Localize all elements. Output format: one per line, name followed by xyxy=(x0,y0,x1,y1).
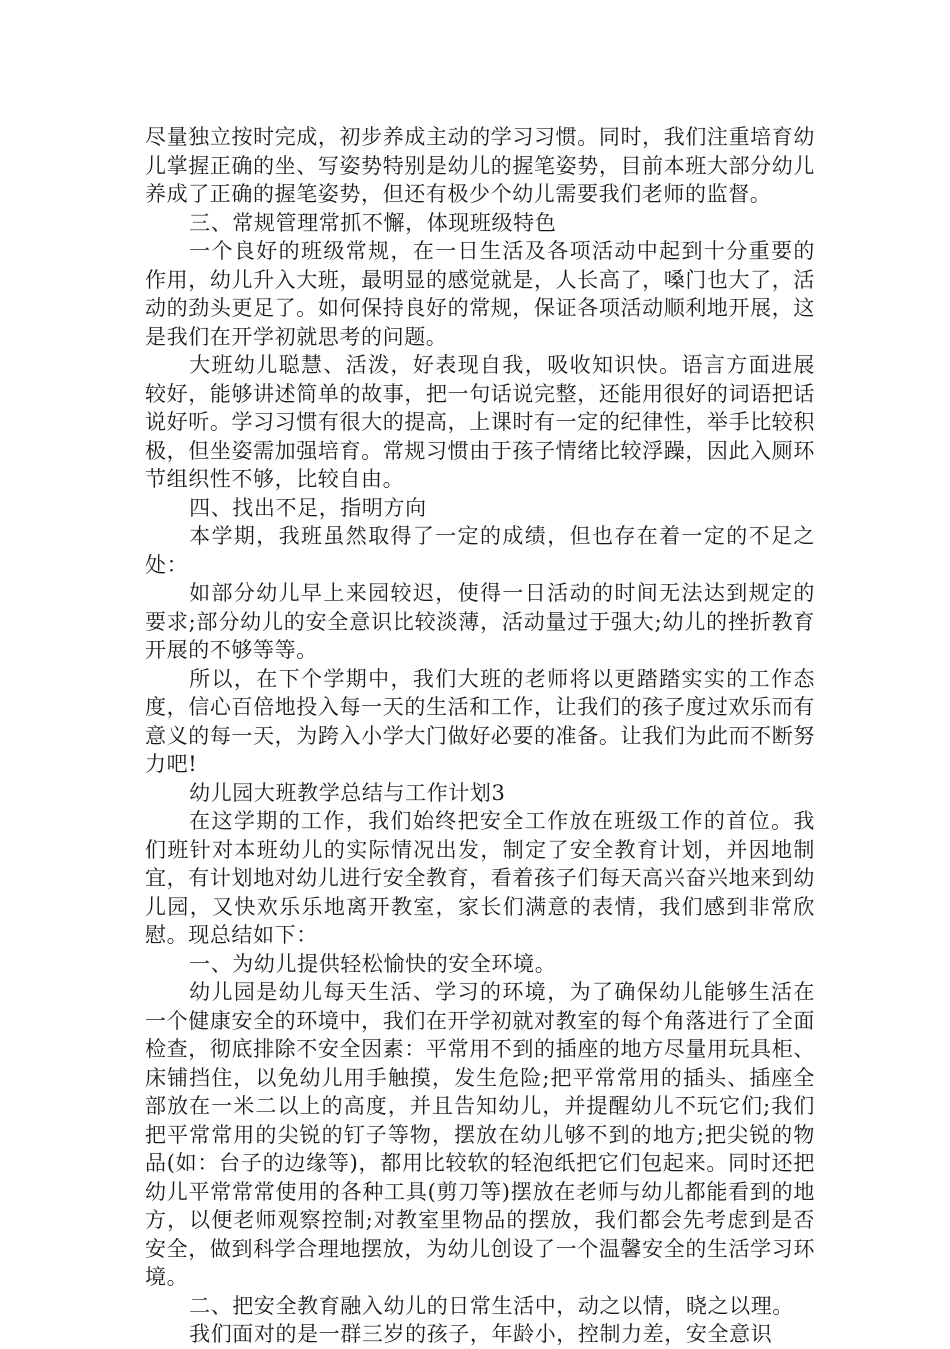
section-heading-shortcomings: 四、找出不足，指明方向 xyxy=(189,495,427,520)
paragraph-next-term: 所以，在下个学期中，我们大班的老师将以更踏踏实实的工作态度，信心百倍地投入每一天的生活和工作，让我们的孩子度过欢乐而有意义的每一天，为跨入小学大门做好必要的准备。让我们为此而不断努力吧! xyxy=(145,666,815,776)
paragraph-safety-intro: 在这学期的工作，我们始终把安全工作放在班级工作的首位。我们班针对本班幼儿的实际情况出发，制定了安全教育计划，并因地制宜，有计划地对幼儿进行安全教育，看着孩子们每天高兴奋兴地来到幼儿园，又快欢乐乐地离开教室，家长们满意的表情，我们感到非常欣慰。现总结如下： xyxy=(145,809,815,947)
section-heading-environment: 一、为幼儿提供轻松愉快的安全环境。 xyxy=(189,951,557,976)
section-heading-daily-life: 二、把安全教育融入幼儿的日常生活中，动之以情，晓之以理。 xyxy=(189,1293,794,1318)
paragraph-routine-intro: 一个良好的班级常规，在一日生活及各项活动中起到十分重要的作用，幼儿升入大班，最明显的感觉就是，人长高了，嗓门也大了，活动的劲头更足了。如何保持良好的常规，保证各项活动顺利地开展，这是我们在开学初就思考的问题。 xyxy=(145,239,815,349)
paragraph-shortcomings-list: 如部分幼儿早上来园较迟，使得一日活动的时间无法达到规定的要求;部分幼儿的安全意识比较淡薄，活动量过于强大;幼儿的挫折教育开展的不够等等。 xyxy=(145,581,815,662)
document-page xyxy=(145,123,815,1349)
paragraph-continuation: 尽量独立按时完成，初步养成主动的学习习惯。同时，我们注重培育幼儿掌握正确的坐、写姿势特别是幼儿的握笔姿势，目前本班大部分幼儿养成了正确的握笔姿势，但还有极少个幼儿需要我们老师的监督。 xyxy=(145,125,815,206)
paragraph-daily-life: 我们面对的是一群三岁的孩子，年龄小，控制力差，安全意识 xyxy=(189,1322,773,1346)
section-heading-routine: 三、常规管理常抓不懈，体现班级特色 xyxy=(189,210,557,235)
paragraph-environment: 幼儿园是幼儿每天生活、学习的环境，为了确保幼儿能够生活在一个健康安全的环境中，我们在开学初就对教室的每个角落进行了全面检查，彻底排除不安全因素：平常用不到的插座的地方尽量用玩具柜、床铺挡住，以免幼儿用手触摸，发生危险;把平常常用的插头、插座全部放在一米二以上的高度，并且告知幼儿，并提醒幼儿不玩它们;我们把平常常用的尖锐的钉子等物，摆放在幼儿够不到的地方;把尖锐的物品(如：台子的边缘等)，都用比较软的轻泡纸把它们包起来。同时还把幼儿平常常常使用的各种工具(剪刀等)摆放在老师与幼儿都能看到的地方，以便老师观察控制;对教室里物品的摆放，我们都会先考虑到是否安全，做到科学合理地摆放，为幼儿创设了一个温馨安全的生活学习环境。 xyxy=(145,980,815,1289)
paragraph-shortcomings-intro: 本学期，我班虽然取得了一定的成绩，但也存在着一定的不足之处： xyxy=(145,524,815,577)
paragraph-class-traits: 大班幼儿聪慧、活泼，好表现自我，吸收知识快。语言方面进展较好，能够讲述简单的故事，把一句话说完整，还能用很好的词语把话说好听。学习习惯有很大的提高，上课时有一定的纪律性，举手比较积极，但坐姿需加强培育。常规习惯由于孩子情绪比较浮躁，因此入厕环节组织性不够，比较自由。 xyxy=(145,353,815,491)
document-subtitle: 幼儿园大班教学总结与工作计划3 xyxy=(189,780,506,805)
